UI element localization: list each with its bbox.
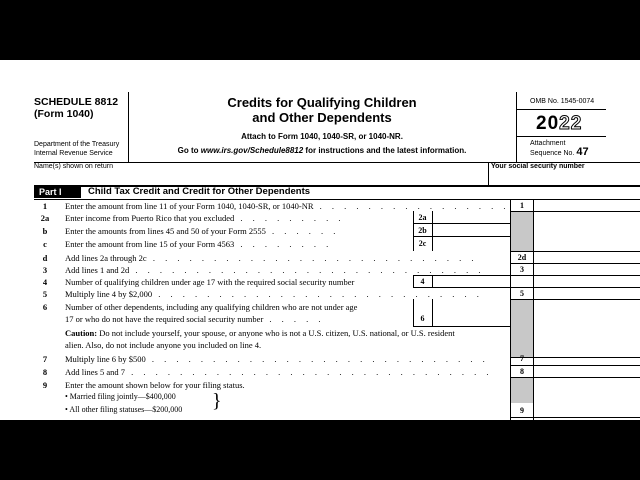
line-number: 1: [42, 201, 48, 211]
box6-bottom: [413, 326, 510, 327]
leader-dots: . . . . . . . . . . . . . . . . . . . . . . . . . . . .: [145, 354, 489, 364]
year-prefix: 20: [536, 113, 560, 134]
row-rule-5: [510, 299, 640, 300]
line-7-text: Multiply line 6 by $500: [65, 354, 146, 364]
part-title: Child Tax Credit and Credit for Other Dependents: [88, 186, 311, 197]
department-name: Department of the Treasury: [34, 141, 120, 148]
box-label-4: 4: [420, 277, 425, 286]
caution-text-1: Do not include yourself, your spouse, or anyone who is not a U.S. citizen, U.S. national, or U.S. resident: [97, 328, 455, 338]
title-line-1: Credits for Qualifying Children: [227, 95, 417, 110]
attachment-label: Attachment: [530, 140, 566, 147]
attach-instruction: Attach to Form 1040, 1040-SR, or 1040-NR.: [241, 132, 403, 141]
line-text: [65, 265, 484, 275]
leader-dots: . . . . . . . . . . . . . . . . . . . . . . . . . . . . .: [129, 265, 485, 275]
attachment-sequence: [530, 140, 589, 158]
line-number: 7: [42, 354, 48, 364]
caution-label: Caution:: [65, 328, 98, 338]
box-label-6: 6: [420, 314, 425, 323]
leader-dots: . . . . .: [263, 314, 325, 324]
leader-dots: . . . . . . . . . . . . . . . . . . . . . . . . . . . . . .: [124, 367, 493, 377]
department: [34, 140, 129, 158]
box4-bottom: [413, 287, 510, 288]
leader-dots: . . . . . . . . . . . . . . . . . . . . . . . . . . .: [152, 289, 483, 299]
omb-number: OMB No. 1545-0074: [530, 98, 595, 105]
line-number: 4: [42, 277, 48, 287]
line-number: 9: [42, 380, 48, 390]
box-label-3: 3: [520, 265, 524, 274]
part-label: Part I: [34, 187, 81, 198]
year-suffix: 22: [559, 113, 583, 134]
line-5-amount[interactable]: [534, 288, 640, 299]
line-number: 3: [42, 265, 48, 275]
caution-text-2: alien. Also, do not include anyone you included on line 4.: [65, 340, 262, 350]
line-text: [65, 226, 339, 236]
row-rule-3: [510, 275, 640, 276]
line-number: 6: [42, 302, 48, 312]
bottom-letterbox: [0, 420, 640, 480]
line-8-amount[interactable]: [534, 366, 640, 377]
line-2d-text: Add lines 2a through 2c: [65, 253, 147, 263]
filing-other-text: • All other filing statuses—$200,000: [65, 405, 183, 414]
sequence-number: 47: [576, 146, 589, 158]
line-1-amount[interactable]: [534, 200, 640, 211]
line-number: d: [42, 253, 48, 263]
box-label-2c: 2c: [418, 239, 427, 248]
line-2a-amount[interactable]: [433, 212, 510, 223]
ssn-input[interactable]: [491, 172, 631, 184]
line-6-text: Number of other dependents, including any qualifying children who are not under age: [65, 302, 358, 312]
line-text: [65, 367, 492, 377]
line-number: 2a: [40, 213, 50, 223]
schedule-title: SCHEDULE 8812: [34, 96, 119, 108]
name-input[interactable]: [34, 172, 486, 184]
line-text: [65, 213, 345, 223]
line-8-text: Add lines 5 and 7: [65, 367, 125, 377]
box-label-9: 9: [520, 406, 524, 415]
line-number: c: [43, 239, 47, 249]
goto-prefix: Go to: [177, 146, 201, 155]
line-2b-text: Enter the amounts from lines 45 and 50 of your Form 2555: [65, 226, 266, 236]
goto-url: www.irs.gov/Schedule8812: [200, 146, 304, 155]
shaded-line-6: [511, 299, 533, 357]
shaded-2a-2c: [511, 211, 533, 251]
goto-suffix: for instructions and the latest information.: [303, 146, 467, 155]
leader-dots: . . . . . . . . . . . . . . . .: [313, 201, 510, 211]
box-label-1: 1: [520, 201, 524, 210]
form-ref: (Form 1040): [34, 108, 94, 120]
leader-dots: . . . . . . . . . . . . . . . . . . . . . . . . . . .: [146, 253, 478, 263]
line-4-count[interactable]: [433, 276, 510, 287]
box-label-7: 7: [520, 354, 524, 363]
schedule-id: [34, 96, 126, 120]
row-rule-8: [510, 377, 640, 378]
line-number: b: [42, 226, 48, 236]
box-label-5: 5: [520, 289, 524, 298]
ssn-label: Your social security number: [491, 163, 585, 170]
filing-brace: }: [212, 390, 222, 412]
box-label-2a: 2a: [418, 213, 427, 222]
line-9-amount[interactable]: [534, 404, 640, 415]
leader-dots: . . . . . .: [265, 226, 340, 236]
leader-dots: . . . . . . . . .: [234, 213, 345, 223]
box-label-2d: 2d: [517, 253, 527, 262]
line-text: [65, 354, 489, 364]
box-label-2b: 2b: [418, 226, 427, 235]
filing-mfj-text: • Married filing jointly—$400,000: [65, 392, 176, 401]
line-text: [65, 253, 477, 263]
line-2c-amount[interactable]: [433, 237, 510, 251]
header-divider-right: [516, 92, 517, 162]
line-2a-text: Enter income from Puerto Rico that you excluded: [65, 213, 235, 223]
row-rule-9: [510, 417, 640, 418]
leader-dots: . . . . . . . .: [234, 239, 333, 249]
line-5-text: Multiply line 4 by $2,000: [65, 289, 153, 299]
line-3-text: Add lines 1 and 2d: [65, 265, 130, 275]
line-7-amount[interactable]: [534, 358, 640, 365]
line-1-text: Enter the amount from line 11 of your Form 1040, 1040-SR, or 1040-NR: [65, 201, 314, 211]
header-divider-left: [128, 92, 129, 162]
top-letterbox: [0, 0, 640, 60]
title-line-2: and Other Dependents: [252, 110, 392, 125]
caution-text: [65, 328, 455, 338]
goto-instruction: [130, 146, 514, 155]
schedule-8812-form: [0, 60, 640, 420]
line-6-text-2: 17 or who do not have the required social security number: [65, 314, 264, 324]
line-2b-amount[interactable]: [433, 224, 510, 236]
line-text: [65, 239, 332, 249]
tax-year: [536, 113, 582, 135]
sequence-label: Sequence No.: [530, 150, 575, 157]
line-4-text: Number of qualifying children under age 17 with the required social security number: [65, 277, 355, 287]
line-number: 5: [42, 289, 48, 299]
amount-column-divider: [533, 199, 534, 420]
year-divider: [516, 136, 606, 137]
line-9-text: Enter the amount shown below for your filing status.: [65, 380, 245, 390]
line-text: [65, 289, 483, 299]
line-text: [65, 314, 325, 324]
form-title: [130, 95, 514, 125]
line-3-amount[interactable]: [534, 264, 640, 275]
line-text: [65, 201, 510, 211]
row-rule-1: [510, 211, 640, 212]
irs-name: Internal Revenue Service: [34, 150, 113, 157]
box-label-8: 8: [520, 367, 524, 376]
line-6-count[interactable]: [433, 300, 510, 326]
omb-divider: [516, 109, 606, 110]
name-label: Name(s) shown on return: [34, 163, 113, 170]
line-2c-text: Enter the amount from line 15 of your Form 4563: [65, 239, 235, 249]
line-number: 8: [42, 367, 48, 377]
ssn-divider: [488, 162, 489, 185]
line-2d-amount[interactable]: [534, 252, 640, 263]
shaded-line-9: [511, 377, 533, 403]
